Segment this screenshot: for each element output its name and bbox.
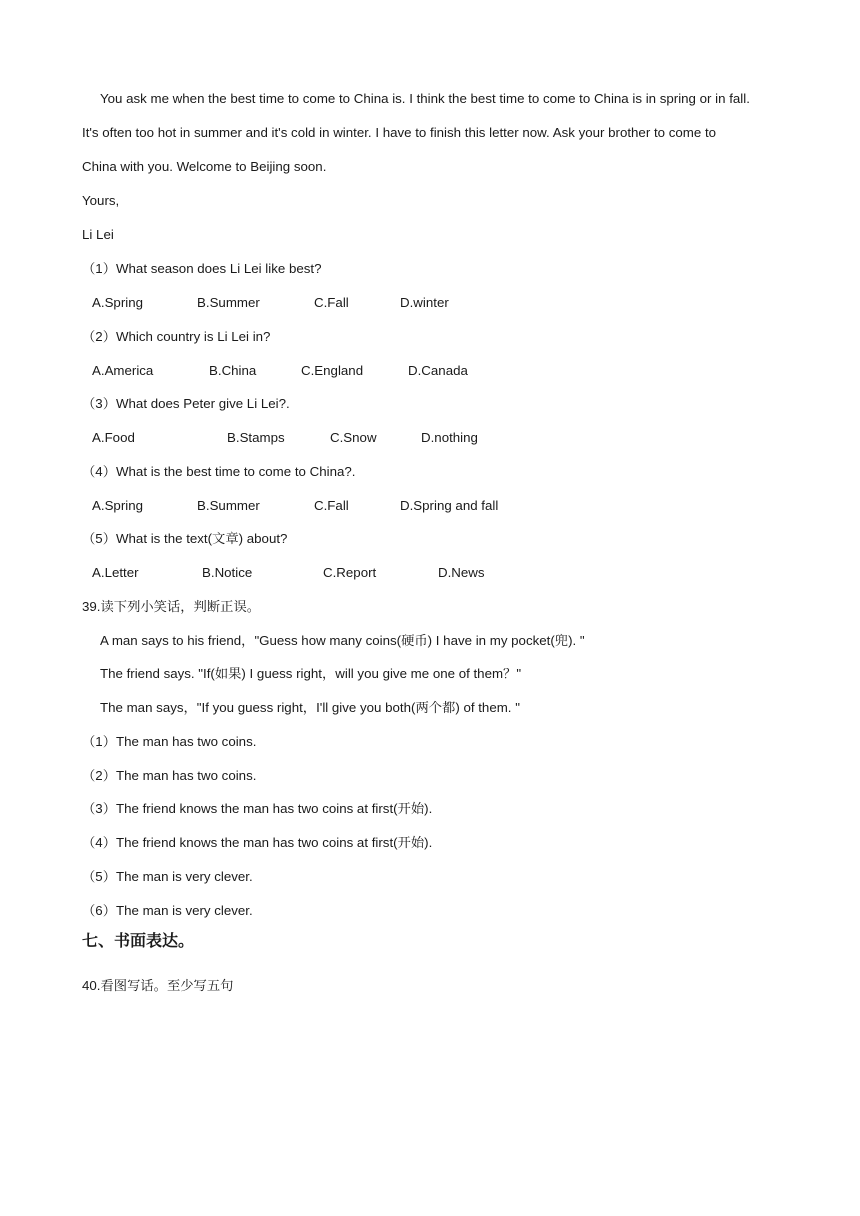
question-5-stem: （5）What is the text(文章) about? <box>82 531 288 546</box>
question-2-option-a: A.America <box>92 363 154 378</box>
statement-1: （1）The man has two coins. <box>82 734 257 749</box>
letter-closing: Yours, <box>82 193 120 208</box>
question-3-option-d: D.nothing <box>421 430 478 445</box>
section-7-heading: 七、书面表达。 <box>82 933 195 950</box>
question-1-option-a: A.Spring <box>92 295 143 310</box>
question-2-option-d: D.Canada <box>408 363 468 378</box>
question-5-option-b: B.Notice <box>202 565 253 580</box>
question-2-option-b: B.China <box>209 363 257 378</box>
question-3-option-b: B.Stamps <box>227 430 285 445</box>
question-1-option-d: D.winter <box>400 295 449 310</box>
question-4-option-b: B.Summer <box>197 498 260 513</box>
passage-line-2: It's often too hot in summer and it's cold in winter. I have to finish this letter now. Ask your brother to come to <box>82 125 717 140</box>
letter-signature: Li Lei <box>82 227 114 242</box>
passage-line-3: China with you. Welcome to Beijing soon. <box>82 159 327 174</box>
question-2-stem: （2）Which country is Li Lei in? <box>82 329 271 344</box>
question-1-option-b: B.Summer <box>197 295 260 310</box>
question-5-option-d: D.News <box>438 565 485 580</box>
statement-6: （6）The man is very clever. <box>82 903 253 918</box>
statement-5: （5）The man is very clever. <box>82 869 253 884</box>
question-4-stem: （4）What is the best time to come to China?. <box>82 464 356 479</box>
question-39-title: 39.读下列小笑话，判断正误。 <box>82 599 261 614</box>
question-1-stem: （1）What season does Li Lei like best? <box>82 261 322 276</box>
passage-line-1: You ask me when the best time to come to China is. I think the best time to come to China is in spring or in fall. <box>100 91 750 106</box>
question-3-stem: （3）What does Peter give Li Lei?. <box>82 396 290 411</box>
question-3-option-a: A.Food <box>92 430 135 445</box>
question-4-option-a: A.Spring <box>92 498 143 513</box>
joke-line-2: The friend says. "If(如果) I guess right，will you give me one of them？" <box>100 666 522 681</box>
question-4-option-c: C.Fall <box>314 498 349 513</box>
question-1-option-c: C.Fall <box>314 295 349 310</box>
joke-line-3: The man says，"If you guess right，I'll give you both(两个都) of them. " <box>100 700 520 715</box>
question-3-option-c: C.Snow <box>330 430 377 445</box>
question-40-prompt: 40.看图写话。至少写五句 <box>82 978 234 993</box>
statement-4: （4）The friend knows the man has two coins at first(开始). <box>82 835 433 850</box>
joke-line-1: A man says to his friend，"Guess how many coins(硬币) I have in my pocket(兜). " <box>100 633 585 648</box>
question-5-option-a: A.Letter <box>92 565 139 580</box>
question-2-option-c: C.England <box>301 363 364 378</box>
question-4-option-d: D.Spring and fall <box>400 498 499 513</box>
statement-2: （2）The man has two coins. <box>82 768 257 783</box>
question-5-option-c: C.Report <box>323 565 377 580</box>
statement-3: （3）The friend knows the man has two coins at first(开始). <box>82 801 433 816</box>
